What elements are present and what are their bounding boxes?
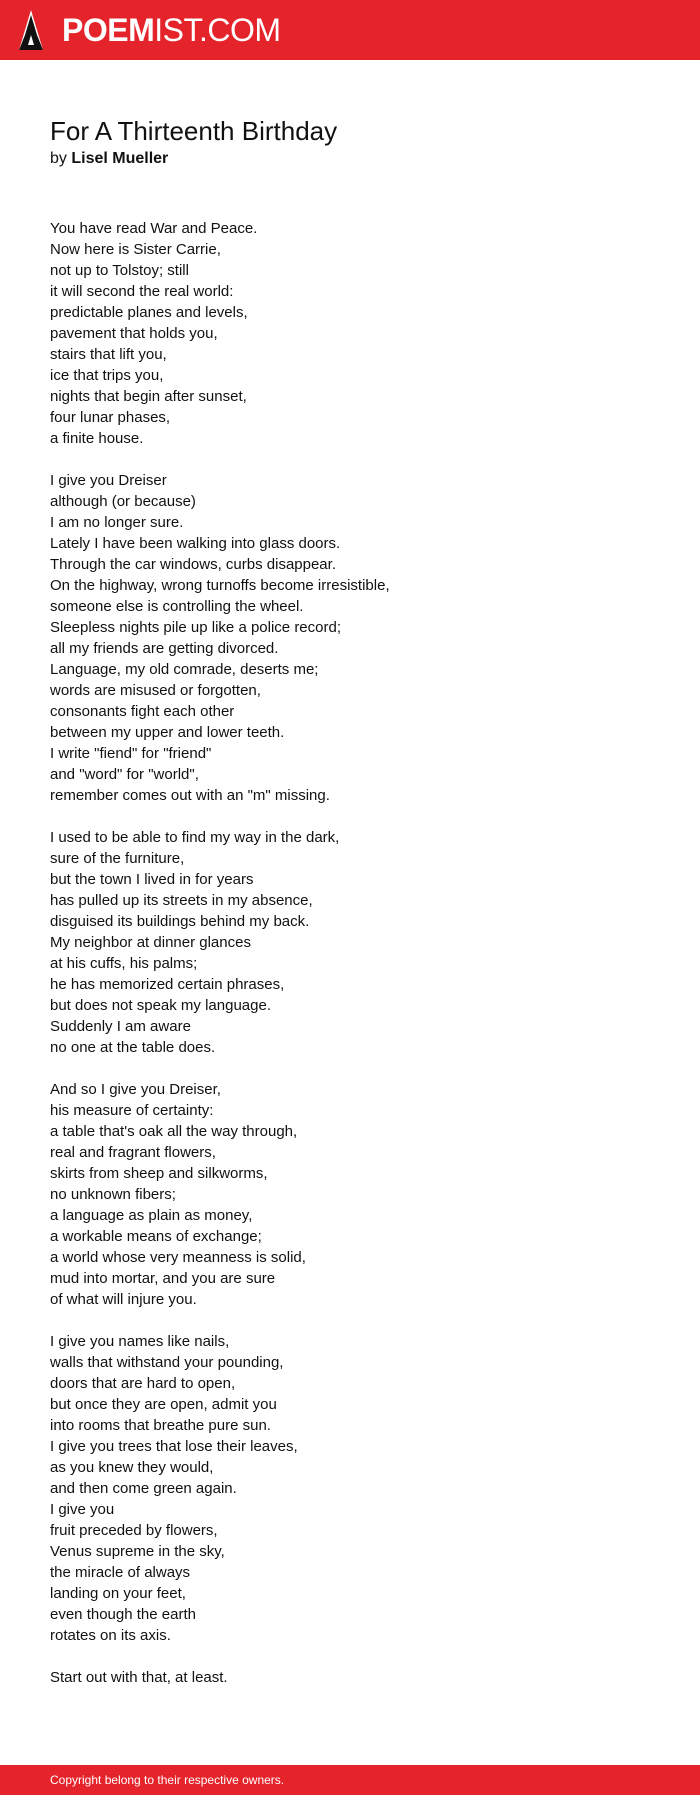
poem-line: On the highway, wrong turnoffs become irresistible, <box>50 577 390 594</box>
poem-line: a language as plain as money, <box>50 1207 253 1224</box>
poem-line: And so I give you Dreiser, <box>50 1081 221 1098</box>
poem-line: Suddenly I am aware <box>50 1018 191 1035</box>
poem-line: four lunar phases, <box>50 409 171 426</box>
logo-wordmark-light: IST.COM <box>154 12 281 48</box>
logo-wordmark-bold: POEM <box>62 12 155 48</box>
poem-line: his measure of certainty: <box>50 1102 214 1119</box>
poem-body <box>50 218 670 1709</box>
poem-line: predictable planes and levels, <box>50 304 248 321</box>
poem-line: consonants fight each other <box>50 703 235 720</box>
poem-line: a finite house. <box>50 430 144 447</box>
poem-byline <box>50 148 168 170</box>
poem-stanza <box>50 1079 670 1310</box>
pen-nib-icon <box>18 9 44 51</box>
poem-line: as you knew they would, <box>50 1459 214 1476</box>
poem-line: mud into mortar, and you are sure <box>50 1270 276 1287</box>
poem-line: I write "fiend" for "friend" <box>50 745 212 762</box>
poem-line: landing on your feet, <box>50 1585 186 1602</box>
poem-line: someone else is controlling the wheel. <box>50 598 304 615</box>
poem-line: Through the car windows, curbs disappear. <box>50 556 336 573</box>
site-footer <box>0 1765 700 1795</box>
logo-wordmark <box>62 10 281 50</box>
poem-line: ice that trips you, <box>50 367 164 384</box>
poem-line: words are misused or forgotten, <box>50 682 261 699</box>
poem-line: but the town I lived in for years <box>50 871 254 888</box>
poem-line: the miracle of always <box>50 1564 191 1581</box>
poem-line: Sleepless nights pile up like a police record; <box>50 619 341 636</box>
poem-line: he has memorized certain phrases, <box>50 976 285 993</box>
poem-line: all my friends are getting divorced. <box>50 640 279 657</box>
poem-line: real and fragrant flowers, <box>50 1144 216 1161</box>
poem-line: pavement that holds you, <box>50 325 218 342</box>
poem-line: a world whose very meanness is solid, <box>50 1249 306 1266</box>
poem-line: at his cuffs, his palms; <box>50 955 198 972</box>
poem-line: between my upper and lower teeth. <box>50 724 285 741</box>
poem-line: no unknown fibers; <box>50 1186 176 1203</box>
poem-line: Venus supreme in the sky, <box>50 1543 225 1560</box>
poem-line: disguised its buildings behind my back. <box>50 913 310 930</box>
poem-author[interactable]: Lisel Mueller <box>71 150 169 167</box>
poem-line: even though the earth <box>50 1606 196 1623</box>
poem-line: walls that withstand your pounding, <box>50 1354 284 1371</box>
poem-line: Language, my old comrade, deserts me; <box>50 661 319 678</box>
poem-line: fruit preceded by flowers, <box>50 1522 218 1539</box>
poem-line: My neighbor at dinner glances <box>50 934 251 951</box>
by-label: by <box>50 150 67 167</box>
poem-stanza <box>50 218 670 449</box>
poem-line: I give you <box>50 1501 115 1518</box>
poem-line: Now here is Sister Carrie, <box>50 241 221 258</box>
poem-line: a table that's oak all the way through, <box>50 1123 298 1140</box>
poem-line: Start out with that, at least. <box>50 1669 228 1686</box>
poem-line: but once they are open, admit you <box>50 1396 277 1413</box>
poem-line: no one at the table does. <box>50 1039 216 1056</box>
poem-line: doors that are hard to open, <box>50 1375 236 1392</box>
site-logo[interactable] <box>18 10 281 50</box>
poem-line: not up to Tolstoy; still <box>50 262 189 279</box>
poem-line: You have read War and Peace. <box>50 220 258 237</box>
poem-line: I am no longer sure. <box>50 514 184 531</box>
poem-stanza <box>50 1667 670 1688</box>
poem-line: a workable means of exchange; <box>50 1228 262 1245</box>
poem-line: I used to be able to find my way in the dark, <box>50 829 340 846</box>
poem-line: nights that begin after sunset, <box>50 388 247 405</box>
poem-stanza <box>50 1331 670 1646</box>
poem-line: I give you Dreiser <box>50 472 167 489</box>
copyright-notice: Copyright belong to their respective owners. <box>50 1773 285 1787</box>
poem-line: sure of the furniture, <box>50 850 185 867</box>
poem-line: although (or because) <box>50 493 196 510</box>
poem-line: Lately I have been walking into glass doors. <box>50 535 341 552</box>
poem-line: and "word" for "world", <box>50 766 199 783</box>
poem-line: I give you trees that lose their leaves, <box>50 1438 298 1455</box>
poem-line: but does not speak my language. <box>50 997 271 1014</box>
poem-line: of what will injure you. <box>50 1291 197 1308</box>
poem-line: remember comes out with an "m" missing. <box>50 787 330 804</box>
poem-line: into rooms that breathe pure sun. <box>50 1417 271 1434</box>
poem-line: rotates on its axis. <box>50 1627 171 1644</box>
poem-line: stairs that lift you, <box>50 346 167 363</box>
poem-title: For A Thirteenth Birthday <box>50 116 338 146</box>
poem-line: has pulled up its streets in my absence, <box>50 892 313 909</box>
poem-line: skirts from sheep and silkworms, <box>50 1165 268 1182</box>
poem-line: it will second the real world: <box>50 283 234 300</box>
poem-line: I give you names like nails, <box>50 1333 230 1350</box>
poem-line: and then come green again. <box>50 1480 237 1497</box>
poem-stanza <box>50 827 670 1058</box>
poem-stanza <box>50 470 670 806</box>
site-header <box>0 0 700 60</box>
